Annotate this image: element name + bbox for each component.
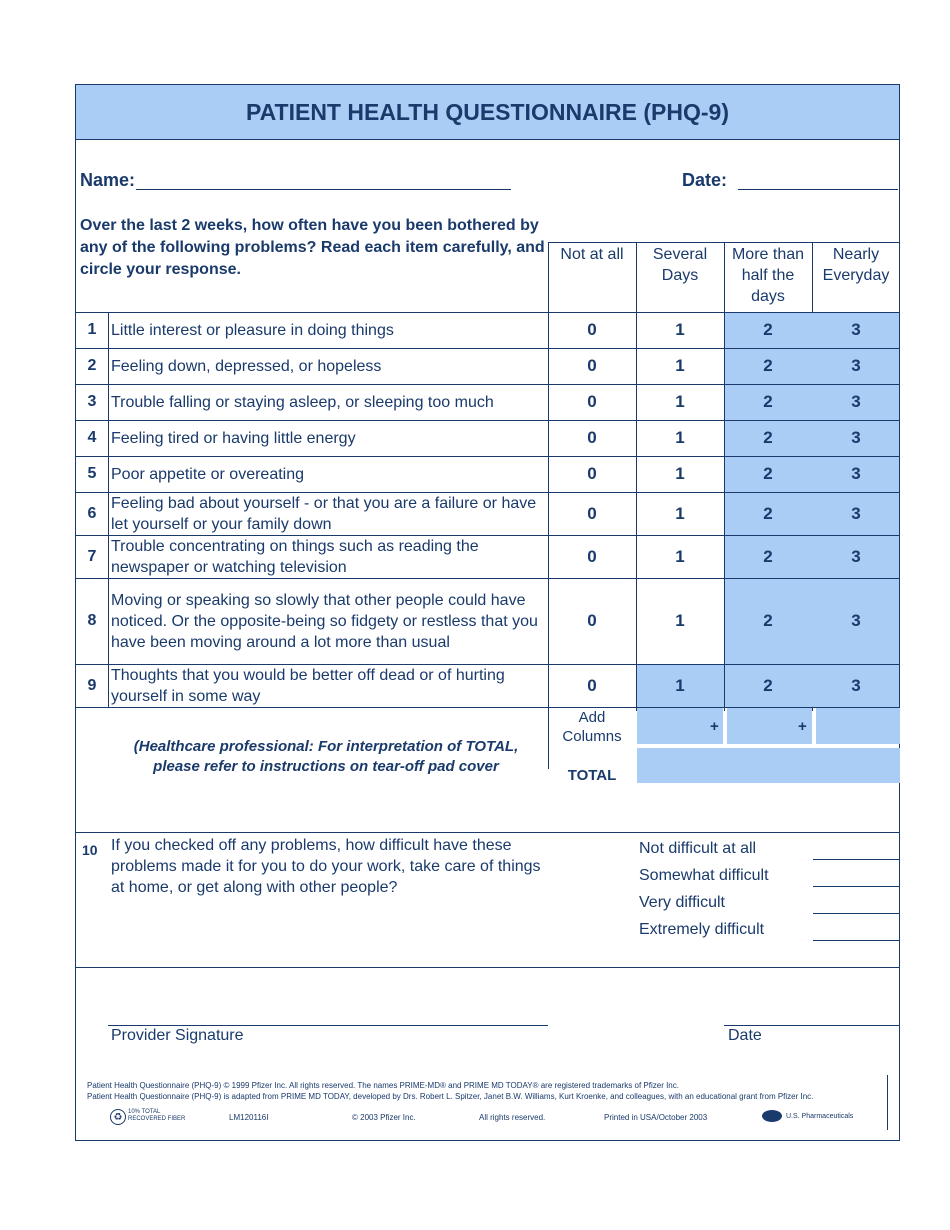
- item-text: Feeling tired or having little energy: [111, 429, 356, 447]
- score-1[interactable]: 1: [675, 392, 685, 411]
- score-0[interactable]: 0: [587, 503, 597, 523]
- footer-line-2: Patient Health Questionnaire (PHQ-9) is adapted from PRIME MD TODAY, developed by Drs. Robert L. Spitzer, Janet B.W. Williams, Kurt Kroenke, and colleagues, with an educational grant from Pfizer Inc.: [87, 1092, 814, 1101]
- score-1[interactable]: 1: [675, 611, 685, 630]
- date-label: Date:: [682, 170, 728, 190]
- score-1[interactable]: 1: [675, 320, 685, 339]
- form-title: PATIENT HEALTH QUESTIONNAIRE (PHQ-9): [76, 85, 899, 140]
- instructions: Over the last 2 weeks, how often have you been bothered by any of the following problems? Read each item carefully, and circle your response.: [80, 217, 545, 278]
- item-text: Little interest or pleasure in doing things: [111, 321, 394, 339]
- score-0[interactable]: 0: [587, 428, 597, 447]
- item-number: 6: [87, 504, 97, 522]
- score-2[interactable]: 2: [763, 356, 773, 375]
- col-header-nearly-everyday: Nearly Everyday: [822, 246, 890, 284]
- footer-copyright: © 2003 Pfizer Inc.: [352, 1113, 416, 1122]
- item-number: 10: [82, 842, 98, 858]
- pfizer-logo-icon: [762, 1110, 782, 1122]
- col-header-several-days: Several Days: [652, 246, 708, 284]
- item-text: Thoughts that you would be better off dead or of hurting yourself in some way: [111, 666, 505, 705]
- total-field[interactable]: [637, 748, 900, 783]
- score-1[interactable]: 1: [675, 428, 685, 447]
- item-number: 2: [87, 357, 97, 374]
- item-number: 1: [87, 321, 97, 338]
- option-somewhat-difficult-blank[interactable]: [813, 886, 899, 887]
- provider-signature-line[interactable]: [108, 1025, 548, 1026]
- add-columns-label: Add Columns: [562, 709, 622, 745]
- item-number: 8: [87, 612, 97, 629]
- score-2[interactable]: 2: [763, 392, 773, 411]
- score-3[interactable]: 3: [851, 503, 861, 523]
- footer-rights: All rights reserved.: [479, 1113, 546, 1122]
- score-2[interactable]: 2: [763, 464, 773, 483]
- name-field[interactable]: [136, 189, 511, 190]
- score-2[interactable]: 2: [763, 320, 773, 339]
- score-1[interactable]: 1: [675, 356, 685, 375]
- score-3[interactable]: 3: [851, 356, 861, 375]
- score-1[interactable]: 1: [675, 503, 685, 523]
- name-label: Name:: [80, 170, 136, 190]
- recycle-icon: ♻: [110, 1109, 126, 1125]
- signature-date-line[interactable]: [724, 1025, 900, 1026]
- score-3[interactable]: 3: [851, 320, 861, 339]
- score-0[interactable]: 0: [587, 356, 597, 375]
- score-1[interactable]: 1: [675, 675, 685, 695]
- signature-date-label: Date: [728, 1027, 762, 1044]
- score-0[interactable]: 0: [587, 611, 597, 630]
- score-2[interactable]: 2: [763, 503, 773, 523]
- score-1[interactable]: 1: [675, 464, 685, 483]
- col-header-more-than-half: More than half the days: [731, 246, 805, 305]
- item-text: Trouble concentrating on things such as reading the newspaper or watching television: [111, 537, 479, 576]
- score-2[interactable]: 2: [763, 611, 773, 630]
- item-number: 4: [87, 429, 97, 446]
- item-number: 3: [87, 393, 97, 410]
- score-3[interactable]: 3: [851, 611, 861, 630]
- score-0[interactable]: 0: [587, 392, 597, 411]
- option-not-difficult: Not difficult at all: [639, 840, 757, 857]
- score-3[interactable]: 3: [851, 428, 861, 447]
- date-field[interactable]: [738, 189, 898, 190]
- option-not-difficult-blank[interactable]: [813, 859, 899, 860]
- phq9-form: [75, 84, 900, 1141]
- score-0[interactable]: 0: [587, 464, 597, 483]
- score-2[interactable]: 2: [763, 546, 773, 566]
- item-number: 9: [87, 676, 97, 694]
- provider-signature-label: Provider Signature: [111, 1027, 244, 1044]
- item-number: 7: [87, 547, 97, 565]
- total-label: TOTAL: [567, 767, 617, 784]
- score-0[interactable]: 0: [587, 320, 597, 339]
- footer-line-1: Patient Health Questionnaire (PHQ-9) © 1999 Pfizer Inc. All rights reserved. The names PRIME-MD® and PRIME MD TODAY® are registered trademarks of Pfizer Inc.: [87, 1081, 679, 1090]
- item-text: Moving or speaking so slowly that other people could have noticed. Or the opposite-being so fidgety or restless that you have been moving around a lot more than usual: [111, 591, 538, 651]
- item-text: Feeling down, depressed, or hopeless: [111, 357, 382, 375]
- score-3[interactable]: 3: [851, 392, 861, 411]
- item-number: 5: [87, 465, 97, 482]
- item-text: Poor appetite or overeating: [111, 465, 305, 483]
- score-2[interactable]: 2: [763, 675, 773, 695]
- q10-text: If you checked off any problems, how difficult have these problems made it for you to do your work, take care of things at home, or get along with other people?: [111, 837, 541, 896]
- score-3[interactable]: 3: [851, 675, 861, 695]
- everyday-subtotal[interactable]: [816, 708, 900, 744]
- option-very-difficult-blank[interactable]: [813, 913, 899, 914]
- option-extremely-difficult-blank[interactable]: [813, 940, 899, 941]
- recycle-note: 10% TOTAL RECOVERED FIBER: [128, 1109, 186, 1122]
- footer-brand: U.S. Pharmaceuticals: [786, 1113, 854, 1120]
- option-very-difficult: Very difficult: [639, 894, 725, 911]
- item-text: Feeling bad about yourself - or that you are a failure or have let yourself or your family down: [111, 494, 537, 533]
- plus-sign: +: [710, 718, 719, 735]
- hcp-note: (Healthcare professional: For interpretation of TOTAL, please refer to instructions on tear-off pad cover: [133, 738, 519, 775]
- footer-printed: Printed in USA/October 2003: [604, 1113, 708, 1122]
- plus-sign: +: [798, 718, 807, 735]
- form-code: LM120116I: [229, 1113, 269, 1122]
- score-1[interactable]: 1: [675, 546, 685, 566]
- score-2[interactable]: 2: [763, 428, 773, 447]
- score-3[interactable]: 3: [851, 464, 861, 483]
- score-0[interactable]: 0: [587, 546, 597, 566]
- option-extremely-difficult: Extremely difficult: [639, 921, 765, 938]
- col-header-not-at-all: Not at all: [560, 246, 624, 263]
- score-3[interactable]: 3: [851, 546, 861, 566]
- option-somewhat-difficult: Somewhat difficult: [639, 867, 769, 884]
- score-0[interactable]: 0: [587, 675, 597, 695]
- item-text: Trouble falling or staying asleep, or sleeping too much: [111, 393, 494, 411]
